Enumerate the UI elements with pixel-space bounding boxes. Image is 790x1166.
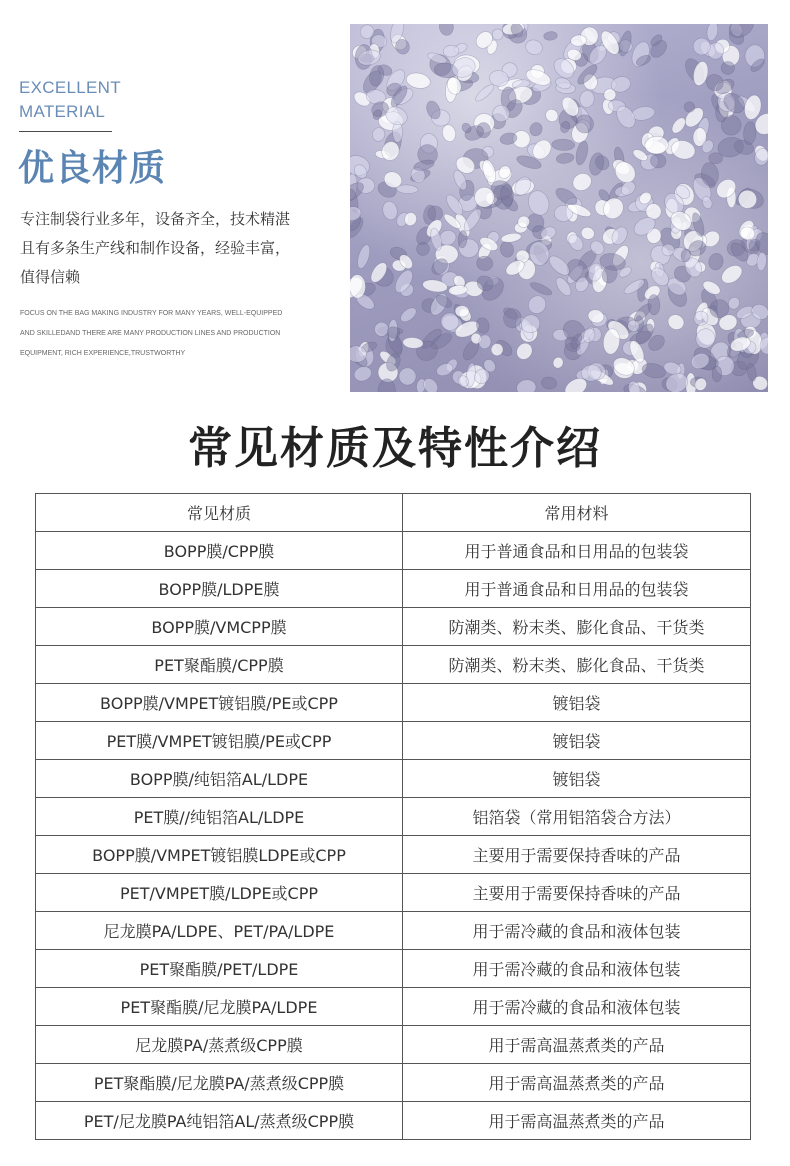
- table-row: [36, 532, 751, 570]
- eyebrow-heading: [19, 76, 149, 124]
- pellet-shape: [543, 107, 560, 124]
- intro-description-en-line-1: FOCUS ON THE BAG MAKING INDUSTRY FOR MANY YEARS, WELL-EQUIPPED: [20, 310, 283, 317]
- table-row: [36, 950, 751, 988]
- column-header-usage: 常用材料: [403, 494, 751, 532]
- pellet-shape: [514, 340, 536, 362]
- material-cell: PET聚酯膜/CPP膜: [36, 646, 403, 684]
- pellet-shape: [648, 37, 670, 60]
- usage-cell: 用于普通食品和日用品的包装袋: [403, 532, 751, 570]
- materials-table-body: [36, 532, 751, 1140]
- pellet-shape: [398, 305, 419, 325]
- material-cell: 尼龙膜PA/LDPE、PET/PA/LDPE: [36, 912, 403, 950]
- table-row: [36, 874, 751, 912]
- pellet-shape: [707, 252, 725, 272]
- pellet-shape: [610, 354, 637, 378]
- eyebrow-line-1: EXCELLENT: [19, 78, 121, 97]
- material-cell: BOPP膜/CPP膜: [36, 532, 403, 570]
- pellet-shape: [524, 38, 545, 57]
- usage-cell: 镀铝袋: [403, 684, 751, 722]
- pellet-shape: [579, 225, 596, 241]
- usage-cell: 主要用于需要保持香味的产品: [403, 836, 751, 874]
- pellet-shape: [552, 139, 575, 151]
- table-section-title: 常见材质及特性介绍: [188, 423, 602, 474]
- material-cell: BOPP膜/VMPET镀铝膜/PE或CPP: [36, 684, 403, 722]
- usage-cell: 用于需冷藏的食品和液体包装: [403, 950, 751, 988]
- usage-cell: 镀铝袋: [403, 760, 751, 798]
- material-cell: PET/VMPET膜/LDPE或CPP: [36, 874, 403, 912]
- pellet-shape: [543, 31, 557, 41]
- intro-description-line-3: 值得信赖: [20, 268, 81, 286]
- table-row: [36, 570, 751, 608]
- table-row: [36, 1064, 751, 1102]
- pellet-shape: [352, 364, 373, 383]
- intro-section: [0, 0, 790, 400]
- intro-description: [20, 205, 330, 292]
- table-row: [36, 760, 751, 798]
- table-row: [36, 1026, 751, 1064]
- material-cell: PET膜//纯铝箔AL/LDPE: [36, 798, 403, 836]
- table-row: [36, 912, 751, 950]
- pellet-shape: [515, 378, 537, 392]
- table-row: [36, 646, 751, 684]
- material-cell: 尼龙膜PA/蒸煮级CPP膜: [36, 1026, 403, 1064]
- pellet-shape: [405, 71, 432, 90]
- pellet-shape: [570, 170, 595, 194]
- pellet-shape: [528, 121, 544, 138]
- material-cell: PET/尼龙膜PA纯铝箔AL/蒸煮级CPP膜: [36, 1102, 403, 1140]
- table-row: [36, 684, 751, 722]
- material-cell: PET聚酯膜/尼龙膜PA/蒸煮级CPP膜: [36, 1064, 403, 1102]
- pellet-shape: [648, 294, 661, 315]
- pellet-shape: [706, 24, 720, 41]
- pellet-shape: [746, 362, 758, 382]
- table-row: [36, 988, 751, 1026]
- intro-description-en-line-3: EQUIPMENT, RICH EXPERIENCE,TRUSTWORTHY: [20, 350, 186, 357]
- pellets-illustration: [350, 24, 768, 392]
- pellet-shape: [381, 200, 399, 222]
- plastic-pellets-photo: [350, 24, 768, 392]
- material-cell: PET膜/VMPET镀铝膜/PE或CPP: [36, 722, 403, 760]
- usage-cell: 防潮类、粉末类、膨化食品、干货类: [403, 608, 751, 646]
- pellet-shape: [501, 232, 522, 244]
- pellet-shape: [504, 309, 522, 328]
- pellet-shape: [443, 45, 460, 58]
- table-row: [36, 608, 751, 646]
- pellet-shape: [578, 89, 595, 108]
- pellet-shape: [556, 152, 575, 164]
- pellet-shape: [669, 115, 688, 135]
- pellet-shape: [429, 227, 444, 251]
- table-row: [36, 722, 751, 760]
- eyebrow-line-2: MATERIAL: [19, 102, 106, 121]
- usage-cell: 镀铝袋: [403, 722, 751, 760]
- pellet-shape: [574, 140, 590, 166]
- pellet-shape: [415, 240, 432, 257]
- material-cell: BOPP膜/LDPE膜: [36, 570, 403, 608]
- pellet-shape: [476, 255, 494, 272]
- usage-cell: 用于普通食品和日用品的包装袋: [403, 570, 751, 608]
- heading-divider: [19, 131, 112, 132]
- table-row: [36, 836, 751, 874]
- usage-cell: 主要用于需要保持香味的产品: [403, 874, 751, 912]
- pellet-shape: [525, 292, 549, 316]
- usage-cell: 用于需冷藏的食品和液体包装: [403, 912, 751, 950]
- pellet-shape: [665, 312, 686, 332]
- usage-cell: 铝箔袋（常用铝箔袋合方法）: [403, 798, 751, 836]
- usage-cell: 用于需高温蒸煮类的产品: [403, 1064, 751, 1102]
- table-row: [36, 798, 751, 836]
- pellet-shape: [441, 123, 458, 143]
- usage-cell: 用于需冷藏的食品和液体包装: [403, 988, 751, 1026]
- material-cell: PET聚酯膜/尼龙膜PA/LDPE: [36, 988, 403, 1026]
- pellet-shape: [743, 121, 757, 145]
- column-header-material: 常见材质: [36, 494, 403, 532]
- intro-description-line-2: 且有多条生产线和制作设备，经验丰富，: [20, 239, 291, 257]
- material-cell: BOPP膜/纯铝箔AL/LDPE: [36, 760, 403, 798]
- pellet-shape: [402, 337, 423, 350]
- pellet-shape: [529, 280, 554, 297]
- pellet-shape: [540, 376, 557, 390]
- pellet-shape: [399, 368, 417, 386]
- usage-cell: 防潮类、粉末类、膨化食品、干货类: [403, 646, 751, 684]
- table-row: [36, 1102, 751, 1140]
- intro-description-line-1: 专注制袋行业多年，设备齐全，技术精湛: [20, 210, 291, 228]
- intro-description-en-line-2: AND SKILLEDAND THERE ARE MANY PRODUCTION LINES AND PRODUCTION: [20, 330, 281, 337]
- pellet-shape: [438, 24, 454, 36]
- usage-cell: 用于需高温蒸煮类的产品: [403, 1026, 751, 1064]
- materials-table: [35, 493, 751, 1140]
- pellet-shape: [552, 356, 565, 370]
- material-cell: PET聚酯膜/PET/LDPE: [36, 950, 403, 988]
- pellet-shape: [498, 240, 515, 259]
- pellet-shape: [712, 366, 722, 382]
- pellet-shape: [473, 82, 496, 103]
- table-header-row: [36, 494, 751, 532]
- intro-description-english: [20, 304, 320, 364]
- material-cell: BOPP膜/VMPET镀铝膜LDPE或CPP: [36, 836, 403, 874]
- pellet-shape: [350, 274, 366, 298]
- material-cell: BOPP膜/VMCPP膜: [36, 608, 403, 646]
- pellet-shape: [475, 316, 491, 334]
- section-title-excellent-material: 优良材质: [18, 148, 167, 189]
- pellet-shape: [588, 151, 606, 176]
- pellet-shape: [355, 243, 372, 270]
- usage-cell: 用于需高温蒸煮类的产品: [403, 1102, 751, 1140]
